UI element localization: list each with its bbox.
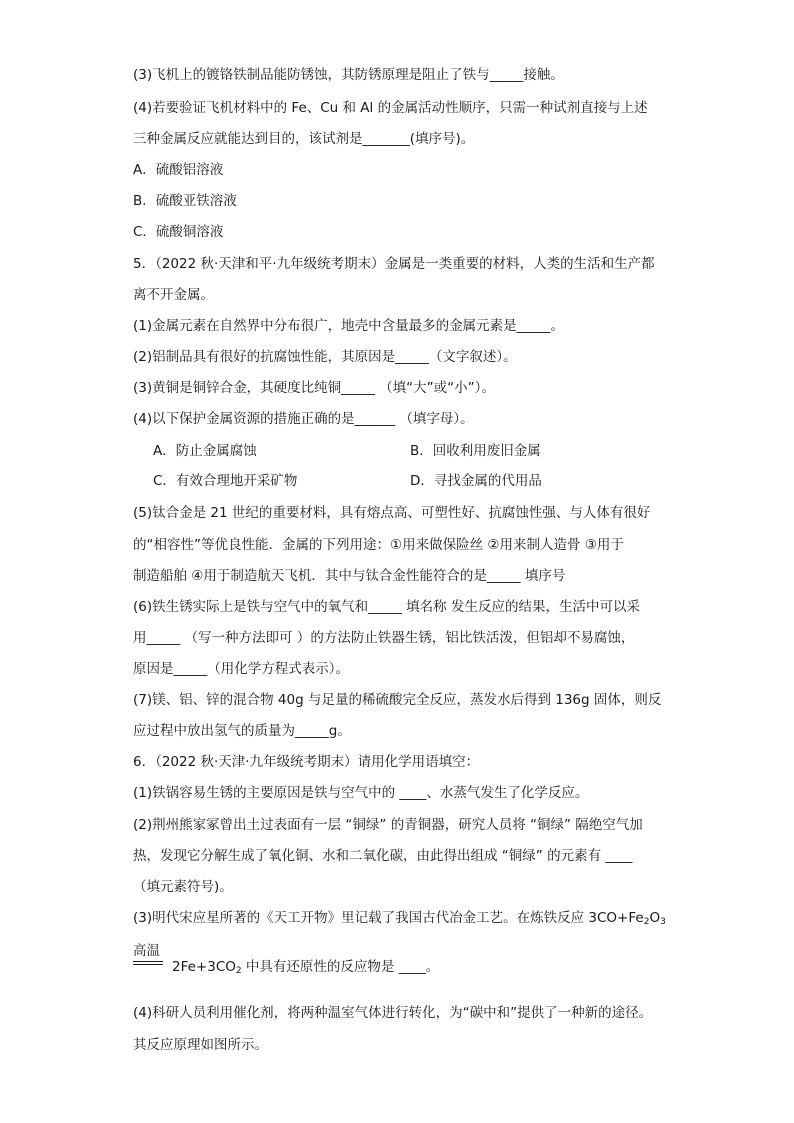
q5-heading-line1: 5．（2022 秋·天津和平·九年级统考期末）金属是一类重要的材料，人类的生活和生产都 (133, 256, 655, 272)
q6-part4-line2: 其反应原理如图所示。 (133, 1037, 268, 1053)
equals-bar-bottom (133, 964, 163, 966)
reaction-condition: 高温 (133, 943, 160, 959)
q6-part2-line3: （填元素符号)。 (133, 879, 233, 895)
subscript: 3 (660, 917, 666, 927)
q6-part1: (1)铁锅容易生锈的主要原因是铁与空气中的 ____、水蒸气发生了化学反应。 (133, 785, 589, 801)
q5-part5-line1: (5)钛合金是 21 世纪的重要材料，具有熔点高、可塑性好、抗腐蚀性强、与人体有很好 (133, 505, 651, 521)
q6-part2-line1: (2)荆州熊家冢曾出土过表面有一层 “铜绿” 的青铜器，研究人员将 “铜绿” 隔绝空气加 (133, 817, 643, 833)
q4-part3: (3)飞机上的镀铬铁制品能防锈蚀，其防锈原理是阻止了铁与_____接触。 (133, 67, 564, 83)
q5-heading-line2: 离不开金属。 (133, 287, 214, 303)
q5-option-b: B．回收利用废旧金属 (410, 443, 541, 459)
subscript: 2 (643, 917, 650, 927)
q5-part6-line2: 用_____ （写一种方法即可 ）的方法防止铁器生锈，铝比铁活泼，但铝却不易腐蚀， (133, 630, 635, 646)
q4-option-a: A．硫酸铝溶液 (133, 162, 224, 178)
q5-part5-line3: 制造船舶 ④用于制造航天飞机．其中与钛合金性能符合的是_____ 填序号 (133, 568, 566, 584)
q5-part7-line2: 应过程中放出氢气的质量为_____g。 (133, 723, 351, 739)
q4-option-c: C．硫酸铜溶液 (133, 224, 224, 240)
q5-part6-line3: 原因是_____（用化学方程式表示）。 (133, 661, 349, 677)
q4-option-b: B．硫酸亚铁溶液 (133, 193, 237, 209)
q5-part1: (1)金属元素在自然界中分布很广，地壳中含量最多的金属元素是_____。 (133, 318, 564, 334)
q5-part7-line1: (7)镁、铝、锌的混合物 40g 与足量的稀硫酸完全反应，蒸发水后得到 136g 固体，则反 (133, 692, 662, 708)
q6-part3-products: 2Fe+3CO (172, 959, 236, 975)
q6-part2-line2: 热，发现它分解生成了氧化铜、水和二氧化碳，由此得出组成 “铜绿” 的元素有 ____ (133, 848, 633, 864)
q6-part3-tail: O (649, 910, 661, 926)
q5-option-a: A．防止金属腐蚀 (153, 443, 257, 459)
q6-part4-line1: (4)科研人员利用催化剂，将两种温室气体进行转化，为“碳中和”提供了一种新的途径。 (133, 1005, 653, 1021)
q4-part4-line1: (4)若要验证飞机材料中的 Fe、Cu 和 Al 的金属活动性顺序，只需一种试剂直接与上述 (133, 100, 648, 116)
q6-part3-line1 (133, 908, 666, 932)
q6-heading: 6．（2022 秋·天津·九年级统考期末）请用化学用语填空： (133, 754, 480, 770)
q5-options-row1 (153, 441, 541, 461)
q5-option-d: D．寻找金属的代用品 (410, 473, 542, 489)
q5-option-c: C．有效合理地开采矿物 (153, 473, 298, 489)
equals-bar-top (133, 961, 163, 963)
subscript: 2 (235, 966, 242, 976)
q6-part3-question: 中具有还原性的反应物是 ____。 (241, 959, 440, 975)
q6-part3-text: (3)明代宋应星所著的《天工开物》里记载了我国古代冶金工艺。在炼铁反应 3CO+Fe (133, 910, 644, 926)
q6-part3-line2 (172, 957, 439, 981)
q4-part4-line2: 三种金属反应就能达到目的，该试剂是_______(填序号)。 (133, 131, 475, 147)
q5-part2: (2)铝制品具有很好的抗腐蚀性能，其原因是_____（文字叙述）。 (133, 349, 517, 365)
q5-part5-line2: 的“相容性”等优良性能．金属的下列用途：①用来做保险丝 ②用来制人造骨 ③用于 (133, 537, 624, 553)
q5-options-row2 (153, 471, 542, 491)
q5-part4: (4)以下保护金属资源的措施正确的是______ （填字母）。 (133, 411, 474, 427)
q5-part3: (3)黄铜是铜锌合金，其硬度比纯铜_____ （填“大”或“小”）。 (133, 380, 495, 396)
q5-part6-line1: (6)铁生锈实际上是铁与空气中的氧气和_____ 填名称 发生反应的结果，生活中可以采 (133, 599, 640, 615)
